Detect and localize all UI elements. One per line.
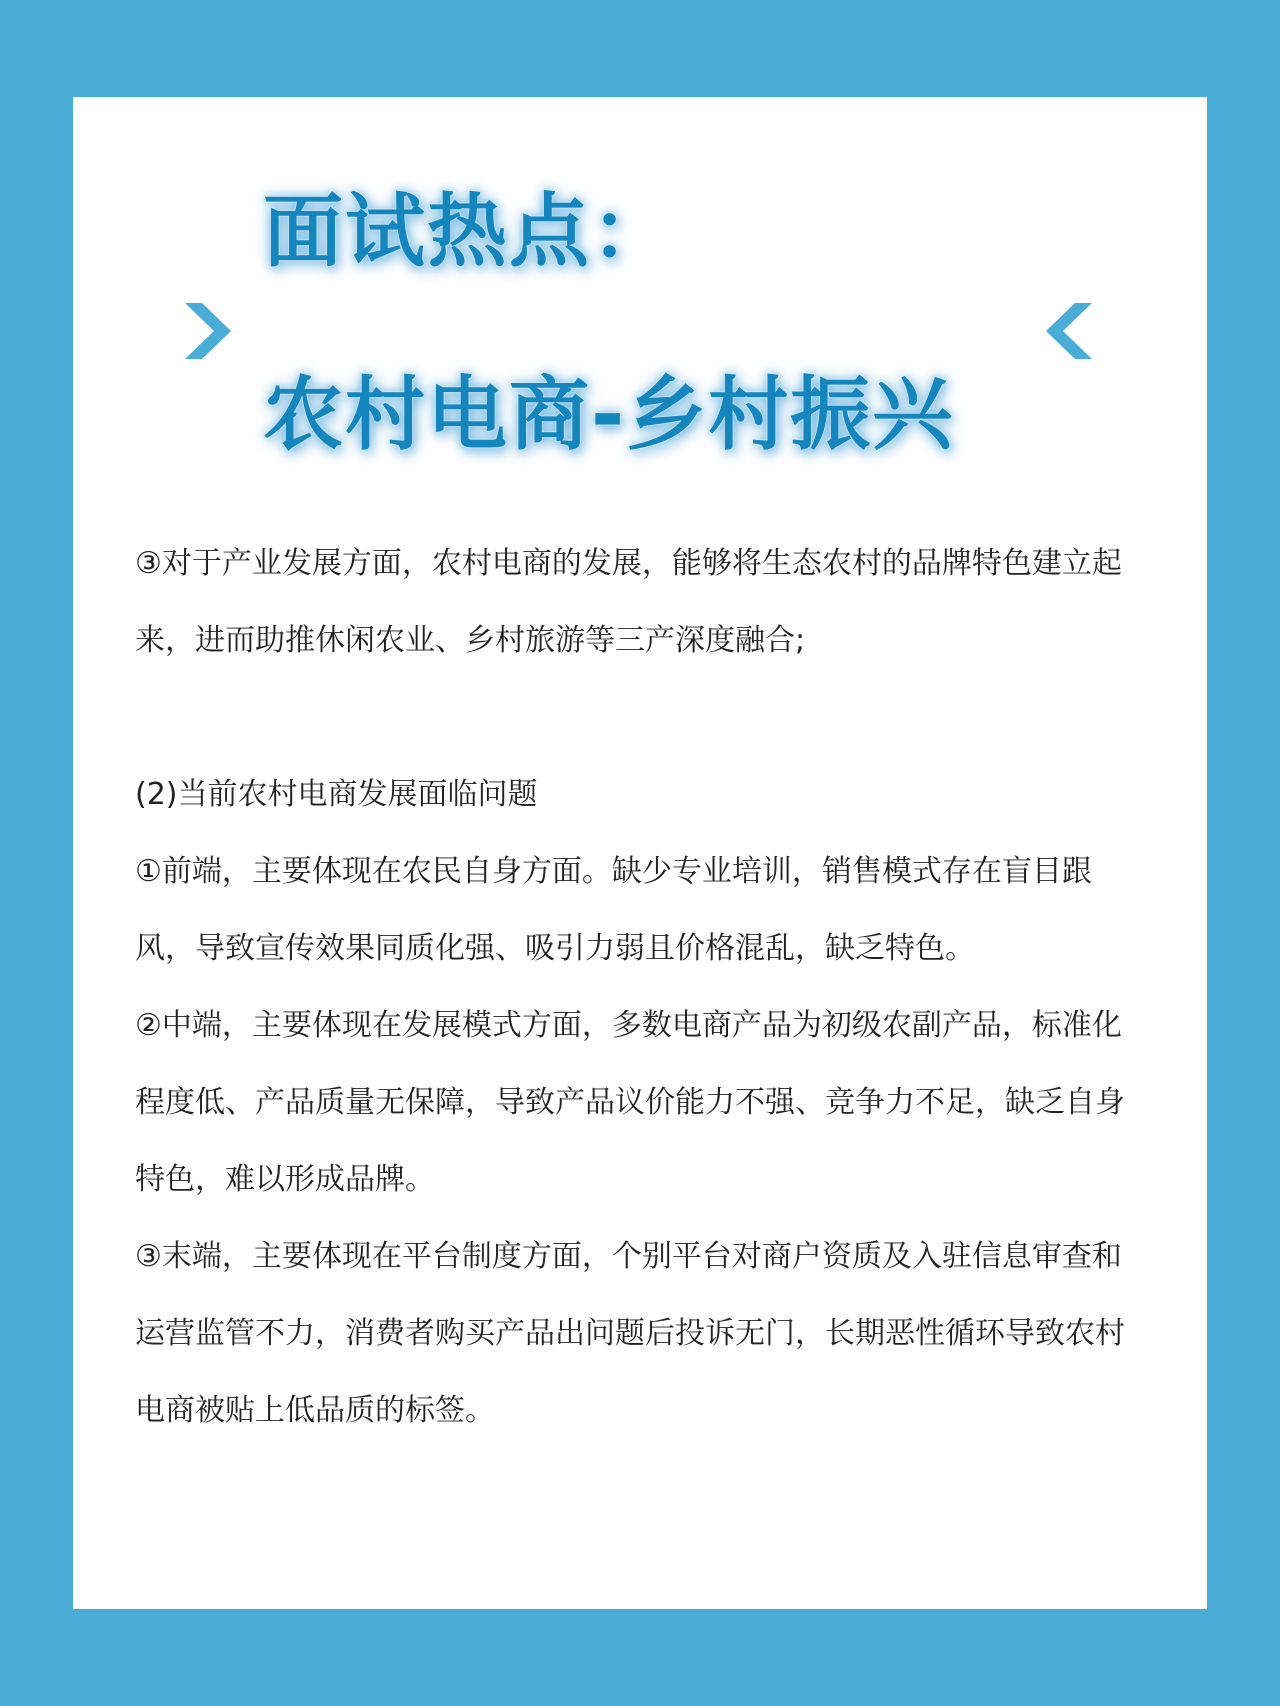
page-title: 面试热点： (263, 185, 673, 278)
paragraph-spacer (135, 679, 1135, 756)
chevron-right-icon (185, 303, 231, 359)
section-heading: (2)当前农村电商发展面临问题 (135, 777, 538, 812)
article-body (135, 525, 1135, 1449)
paragraph-front-end: ①前端，主要体现在农民自身方面。缺少专业培训，销售模式存在盲目跟风，导致宣传效果同质化强、吸引力弱且价格混乱，缺乏特色。 (135, 854, 1092, 966)
chevron-left-icon (1046, 303, 1092, 359)
page-subtitle: 农村电商-乡村振兴 (263, 368, 955, 461)
paragraph-back-end: ③末端，主要体现在平台制度方面，个别平台对商户资质及入驻信息审查和运营监管不力，消费者购买产品出问题后投诉无门，长期恶性循环导致农村电商被贴上低品质的标签。 (135, 1239, 1125, 1428)
paragraph-middle-end: ②中端，主要体现在发展模式方面，多数电商产品为初级农副产品，标准化程度低、产品质量无保障，导致产品议价能力不强、竞争力不足，缺乏自身特色，难以形成品牌。 (135, 1008, 1125, 1197)
paragraph-industry: ③对于产业发展方面，农村电商的发展，能够将生态农村的品牌特色建立起来，进而助推休闲农业、乡村旅游等三产深度融合; (135, 546, 1122, 658)
content-card (73, 97, 1207, 1609)
